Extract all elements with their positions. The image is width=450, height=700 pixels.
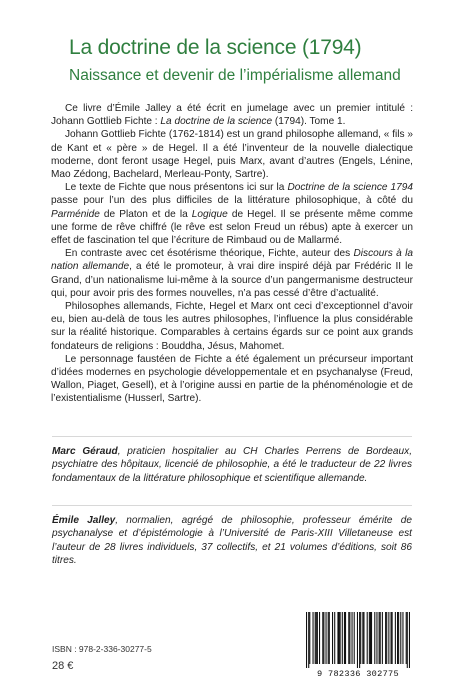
barcode-bar <box>371 612 372 664</box>
barcode-bar <box>374 612 375 664</box>
blurb-paragraph <box>51 300 413 353</box>
text: Le personnage faustéen de Fichte a été également un précurseur important d’idées modernes en psychologie développementale et en psychanalyse (Freud, Wallon, Piaget, Gesell), et à l’origine aussi en partie de la phénoménologie et de l’existentialisme (Husserl, Sartre). <box>51 353 413 405</box>
barcode-bar <box>323 612 324 664</box>
translator-name: Marc Géraud <box>52 446 118 457</box>
italic-text: La doctrine de la science <box>160 116 273 128</box>
barcode-bar <box>326 612 327 664</box>
barcode-digits-left: 782336 <box>327 669 361 679</box>
text: (1794). Tome 1. <box>272 116 346 128</box>
barcode-bar <box>328 612 329 664</box>
barcode-bar <box>380 612 381 664</box>
barcode-bar <box>402 612 403 664</box>
barcode-bar <box>329 612 330 664</box>
barcode-bar <box>339 612 340 664</box>
barcode-bar <box>349 612 350 664</box>
italic-text: Discours à la nation allemande <box>51 248 413 273</box>
barcode-bars <box>306 612 410 668</box>
isbn: ISBN : 978-2-336-30277-5 <box>52 644 152 654</box>
author-bio-text: , normalien, agrégé de philosophie, professeur émérite de psychanalyse et d’épistémologie à l’Université de Paris-XIII Villetaneuse est l’auteur de 28 livres individuels, 37 collectifs, et 21 volumes d’éditions, soit 86 titres. <box>52 515 412 567</box>
barcode-bar <box>386 612 387 664</box>
translator-bio-text: , praticien hospitalier au CH Charles Perrens de Bordeaux, psychiatre des hôpitaux, licencié de philosophie, a été le traducteur de 22 livres fondamentaux de la littérature philosophique et scientifique allemande. <box>52 446 412 484</box>
barcode-bar <box>357 612 358 668</box>
barcode <box>300 606 416 680</box>
translator-bio <box>52 445 412 485</box>
text: de Hegel. Il se présente même comme une forme de rêve chiffré (le rêve est selon Freud un rébus) apte à exercer un effet de fascination tel que l’écriture de Rimbaud ou de Mallarmé. <box>51 208 413 247</box>
price: 28 € <box>52 660 74 672</box>
blurb-paragraph <box>51 353 413 406</box>
text: Le texte de Fichte que nous présentons ici sur la <box>65 182 288 194</box>
italic-text: Doctrine de la science 1794 <box>287 182 413 194</box>
barcode-bar <box>400 612 401 664</box>
barcode-bar <box>367 612 368 664</box>
barcode-bar <box>398 612 399 664</box>
barcode-bar <box>397 612 398 664</box>
italic-text: Logique <box>191 208 228 220</box>
barcode-bar <box>360 612 361 664</box>
text: passe pour l’un des plus difficiles de la littérature philosophique, à côté du <box>51 195 413 207</box>
barcode-bar <box>391 612 392 664</box>
barcode-bar <box>392 612 393 664</box>
barcode-bar <box>306 612 307 668</box>
barcode-bar <box>385 612 386 664</box>
text: , a été le promoteur, à vrai dire inspiré déjà par Frédéric II le Grand, d’un nationalisme lui-même à la source d’un pangermanisme destructeur qui, pour avoir pris des formes nouvelles, n’a pas cessé d’être d’actualité. <box>51 261 413 299</box>
barcode-bar <box>395 612 396 664</box>
barcode-bar <box>370 612 371 664</box>
barcode-digits-right: 302775 <box>366 669 399 679</box>
barcode-bar <box>359 612 360 668</box>
barcode-bar <box>317 612 318 664</box>
author-bio <box>52 514 412 568</box>
barcode-bar <box>382 612 383 664</box>
text: Philosophes allemands, Fichte, Hegel et Marx ont ceci d’exceptionnel d’avoir eu, bien au-delà de tous les autres philosophes, l’influence la plus considérable sur la réalité historique. Comparables à certains égards sur ce point aux grands fondateurs de religions : Bouddha, Jésus, Mahomet. <box>51 301 413 352</box>
barcode-bar <box>309 612 310 664</box>
barcode-bar <box>315 612 316 664</box>
blurb-paragraph <box>51 102 413 128</box>
barcode-bar <box>332 612 333 664</box>
blurb-paragraph <box>51 128 413 181</box>
barcode-bar <box>352 612 353 664</box>
barcode-bar <box>340 612 341 664</box>
book-subtitle: Naissance et devenir de l’impérialisme allemand <box>69 67 401 84</box>
barcode-bar <box>308 612 309 668</box>
barcode-bar <box>362 612 363 664</box>
blurb-paragraph <box>51 181 413 247</box>
barcode-bar <box>363 612 364 664</box>
text: En contraste avec cet ésotérisme théorique, Fichte, auteur des <box>65 248 354 260</box>
barcode-digit: 9 <box>317 669 323 679</box>
barcode-bar <box>334 612 335 664</box>
barcode-bar <box>376 612 377 664</box>
barcode-bar <box>322 612 323 664</box>
barcode-bar <box>354 612 355 664</box>
italic-text: Parménide <box>51 208 100 220</box>
barcode-bar <box>409 612 410 668</box>
barcode-bar <box>319 612 320 664</box>
barcode-bar <box>406 612 407 664</box>
barcode-bar <box>407 612 408 668</box>
divider <box>52 436 412 437</box>
barcode-bar <box>379 612 380 664</box>
text: de Platon et de la <box>99 208 192 220</box>
barcode-bar <box>313 612 314 664</box>
barcode-bar <box>348 612 349 664</box>
barcode-bar <box>369 612 370 664</box>
text: Ce livre d’Émile Jalley a été écrit en jumelage avec un premier intitulé : Johann Gottlieb Fichte : <box>51 103 413 128</box>
barcode-bar <box>337 612 338 664</box>
author-name: Émile Jalley <box>52 515 116 526</box>
book-title: La doctrine de la science (1794) <box>69 36 362 59</box>
text: Johann Gottlieb Fichte (1762-1814) est un grand philosophe allemand, « fils » de Kant et « père » de Hegel. Il a été l’inventeur de la nouvelle dialectique moderne, dont feront usage Hegel, puis Marx, avant d’autres (Engels, Lénine, Mao Zédong, Bachelard, Merleau-Ponty, Sartre). <box>51 129 413 181</box>
divider <box>52 505 412 506</box>
barcode-bar <box>344 612 345 664</box>
barcode-number <box>300 669 416 679</box>
barcode-bar <box>342 612 343 664</box>
barcode-bar <box>316 612 317 664</box>
barcode-bar <box>345 612 346 664</box>
barcode-bar <box>388 612 389 664</box>
blurb <box>51 102 413 406</box>
blurb-paragraph <box>51 247 413 300</box>
